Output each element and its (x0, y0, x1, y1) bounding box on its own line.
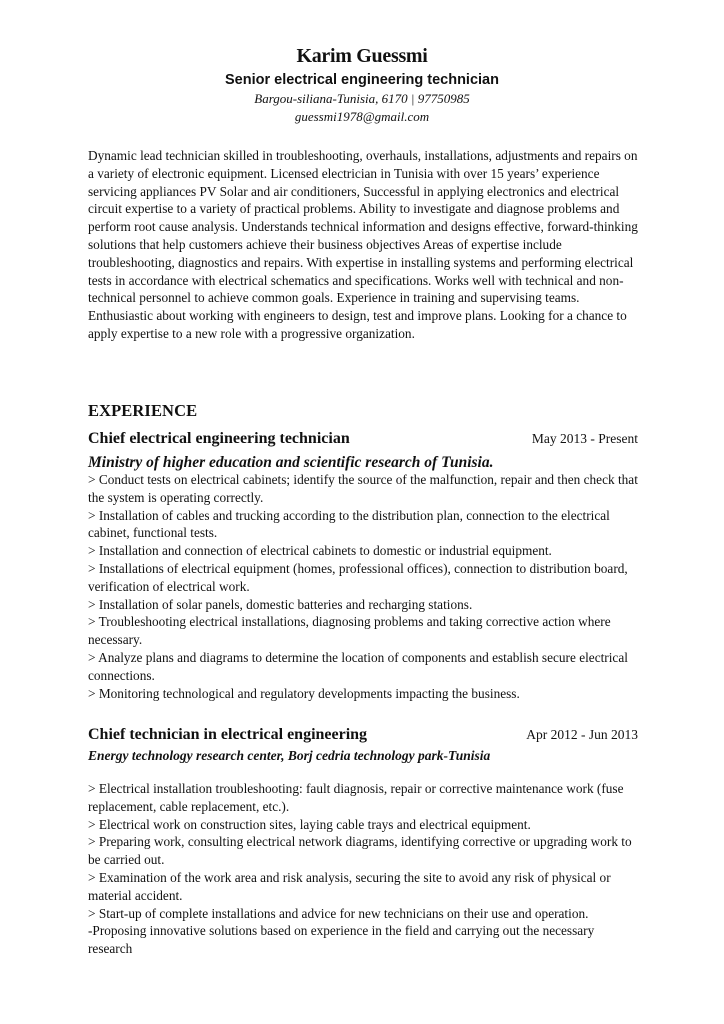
job-bullet: > Conduct tests on electrical cabinets; identify the source of the malfunction, repair and then check that the system is operating correctly. (88, 472, 638, 505)
job-bullet: > Monitoring technological and regulatory developments impacting the business. (88, 685, 520, 701)
professional-summary: Dynamic lead technician skilled in troubleshooting, overhauls, installations, adjustments and repairs on a variety of electronic equipment. Licensed electrician in Tunisia with over 15 years’ experience servicing appliances PV Solar and air conditioners, Successful in applying electronics and electrical circuit expertise to a variety of practical problems. Ability to investigate and diagnose problems and perform root cause analysis. Understands technical information and designs effective, forward-thinking solutions that help customers achieve their business objectives Areas of expertise include troubleshooting, diagnostics and repairs. With expertise in installing systems and performing electrical tests in accordance with electrical schematics and specifications. Works well with technical and non-technical personnel to achieve common goals. Experience in training and supervising teams. Enthusiastic about working with engineers to design, test and improve plans. Looking for a chance to apply expertise to a new role with a progressive organization. (88, 148, 638, 341)
job-dates: May 2013 - Present (531, 431, 638, 446)
experience-heading: EXPERIENCE (88, 401, 198, 420)
job-bullet: > Electrical work on construction sites, laying cable trays and electrical equipment. (88, 816, 531, 832)
job-dates: Apr 2012 - Jun 2013 (526, 727, 638, 742)
candidate-name: Karim Guessmi (296, 45, 428, 67)
job-organization: Energy technology research center, Borj cedria technology park-Tunisia (88, 748, 491, 763)
job-bullet: > Installation and connection of electrical cabinets to domestic or industrial equipment. (88, 543, 552, 559)
job-bullet-list (88, 471, 640, 702)
resume-header (0, 44, 724, 126)
job-bullet: > Start-up of complete installations and advice for new technicians on their use and operation. (88, 905, 589, 921)
job-title: Chief technician in electrical engineering (88, 726, 368, 743)
job-bullet: > Installation of solar panels, domestic batteries and recharging stations. (88, 596, 473, 612)
contact-address-phone: Bargou-siliana-Tunisia, 6170 | 97750985 (254, 91, 470, 106)
job-header (88, 430, 638, 448)
job-bullet-list (88, 780, 640, 958)
candidate-role: Senior electrical engineering technician (225, 72, 499, 88)
job-title: Chief electrical engineering technician (88, 430, 350, 447)
job-organization: Ministry of higher education and scientific research of Tunisia. (88, 454, 494, 471)
job-bullet: > Troubleshooting electrical installations, diagnosing problems and taking corrective action where necessary. (88, 614, 611, 648)
job-bullet: > Preparing work, consulting electrical network diagrams, identifying corrective or upgrading work to be carried out. (88, 834, 632, 868)
job-bullet: -Proposing innovative solutions based on experience in the field and carrying out the necessary research (88, 923, 595, 957)
job-bullet: > Installation of cables and trucking according to the distribution plan, connection to the electrical cabinet, functional tests. (88, 507, 610, 541)
contact-email: guessmi1978@gmail.com (294, 109, 430, 124)
job-bullet: > Installations of electrical equipment (homes, professional offices), connection to distribution board, verification of electrical work. (88, 560, 628, 594)
job-bullet: > Electrical installation troubleshooting: fault diagnosis, repair or corrective maintenance work (fuse replacement, cable replacement, etc.). (88, 781, 624, 814)
job-bullet: > Analyze plans and diagrams to determine the location of components and establish secure electrical connections. (88, 649, 628, 683)
job-bullet: > Examination of the work area and risk analysis, securing the site to avoid any risk of physical or material accident. (88, 869, 611, 903)
job-header (88, 726, 638, 744)
